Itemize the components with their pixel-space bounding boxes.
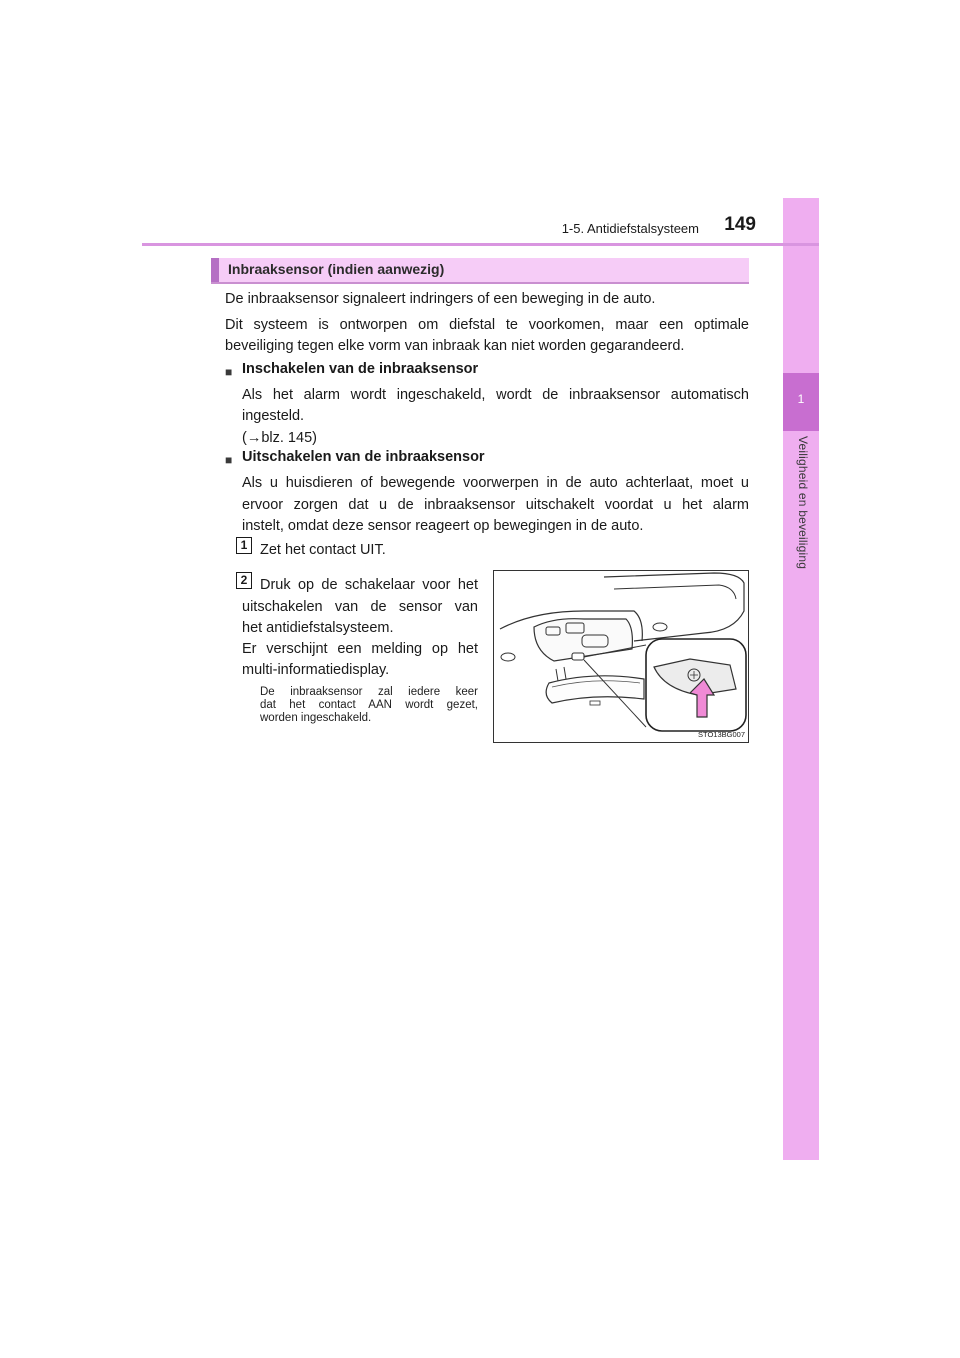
section-banner-accent — [211, 258, 219, 282]
overhead-console-drawing — [494, 571, 749, 743]
bullet-square-icon: ■ — [225, 365, 233, 379]
intro-line-2: beveiliging tegen elke vorm van inbraak kan niet worden gegarandeerd. — [225, 338, 685, 354]
note-line-2: dat het contact AAN wordt gezet, — [260, 699, 478, 711]
enable-text-line-1: Als het alarm wordt ingeschakeld, wordt de inbraaksensor automatisch — [242, 387, 749, 403]
intro-paragraph: De inbraaksensor signaleert indringers of een beweging in de auto. — [225, 291, 656, 307]
section-title: Inbraaksensor (indien aanwezig) — [228, 261, 445, 277]
figure-code: STO13BG007 — [698, 730, 745, 739]
disable-text-line-1: Als u huisdieren of bewegende voorwerpen in de auto achterlaat, moet u — [242, 475, 749, 491]
chapter-label: Veiligheid en beveiliging — [796, 436, 810, 570]
section-banner — [211, 258, 749, 284]
step-2-line-3: het antidiefstalsysteem. — [242, 620, 394, 636]
disable-text-line-2: ervoor zorgen dat u de inbraaksensor uitschakelt voordat u het alarm — [242, 497, 749, 513]
chapter-tab — [783, 198, 819, 1160]
step-number-2: 2 — [236, 572, 252, 589]
page-number: 149 — [724, 214, 756, 235]
note-line-1: De inbraaksensor zal iedere keer — [260, 686, 478, 698]
section-reference: 1-5. Antidiefstalsysteem — [561, 221, 699, 236]
step-number-1: 1 — [236, 537, 252, 554]
note-line-3: worden ingeschakeld. — [260, 712, 372, 724]
step-2-line-2: uitschakelen van de sensor van — [242, 599, 478, 615]
page-reference-link[interactable] — [242, 427, 442, 449]
ref-text: blz. 145) — [261, 430, 317, 446]
arrow-right-icon: → — [246, 430, 262, 446]
switch-illustration — [493, 570, 749, 743]
step-2-line-4: Er verschijnt een melding op het — [242, 641, 478, 657]
disable-heading: Uitschakelen van de inbraaksensor — [242, 449, 485, 465]
enable-heading: Inschakelen van de inbraaksensor — [242, 361, 479, 377]
step-2-line-5: multi-informatiedisplay. — [242, 662, 390, 678]
header-divider — [142, 243, 819, 246]
enable-text-line-2: ingesteld. — [242, 408, 305, 424]
intro-line-1: Dit systeem is ontworpen om diefstal te voorkomen, maar een optimale — [225, 317, 749, 333]
disable-text-line-3: instelt, omdat deze sensor reageert op bewegingen in de auto. — [242, 518, 644, 534]
ref-open: ( — [242, 430, 247, 446]
step-2-line-1: Druk op de schakelaar voor het — [260, 577, 478, 593]
step-1-text: Zet het contact UIT. — [260, 542, 386, 558]
chapter-number: 1 — [797, 392, 805, 406]
bullet-square-icon: ■ — [225, 453, 233, 467]
